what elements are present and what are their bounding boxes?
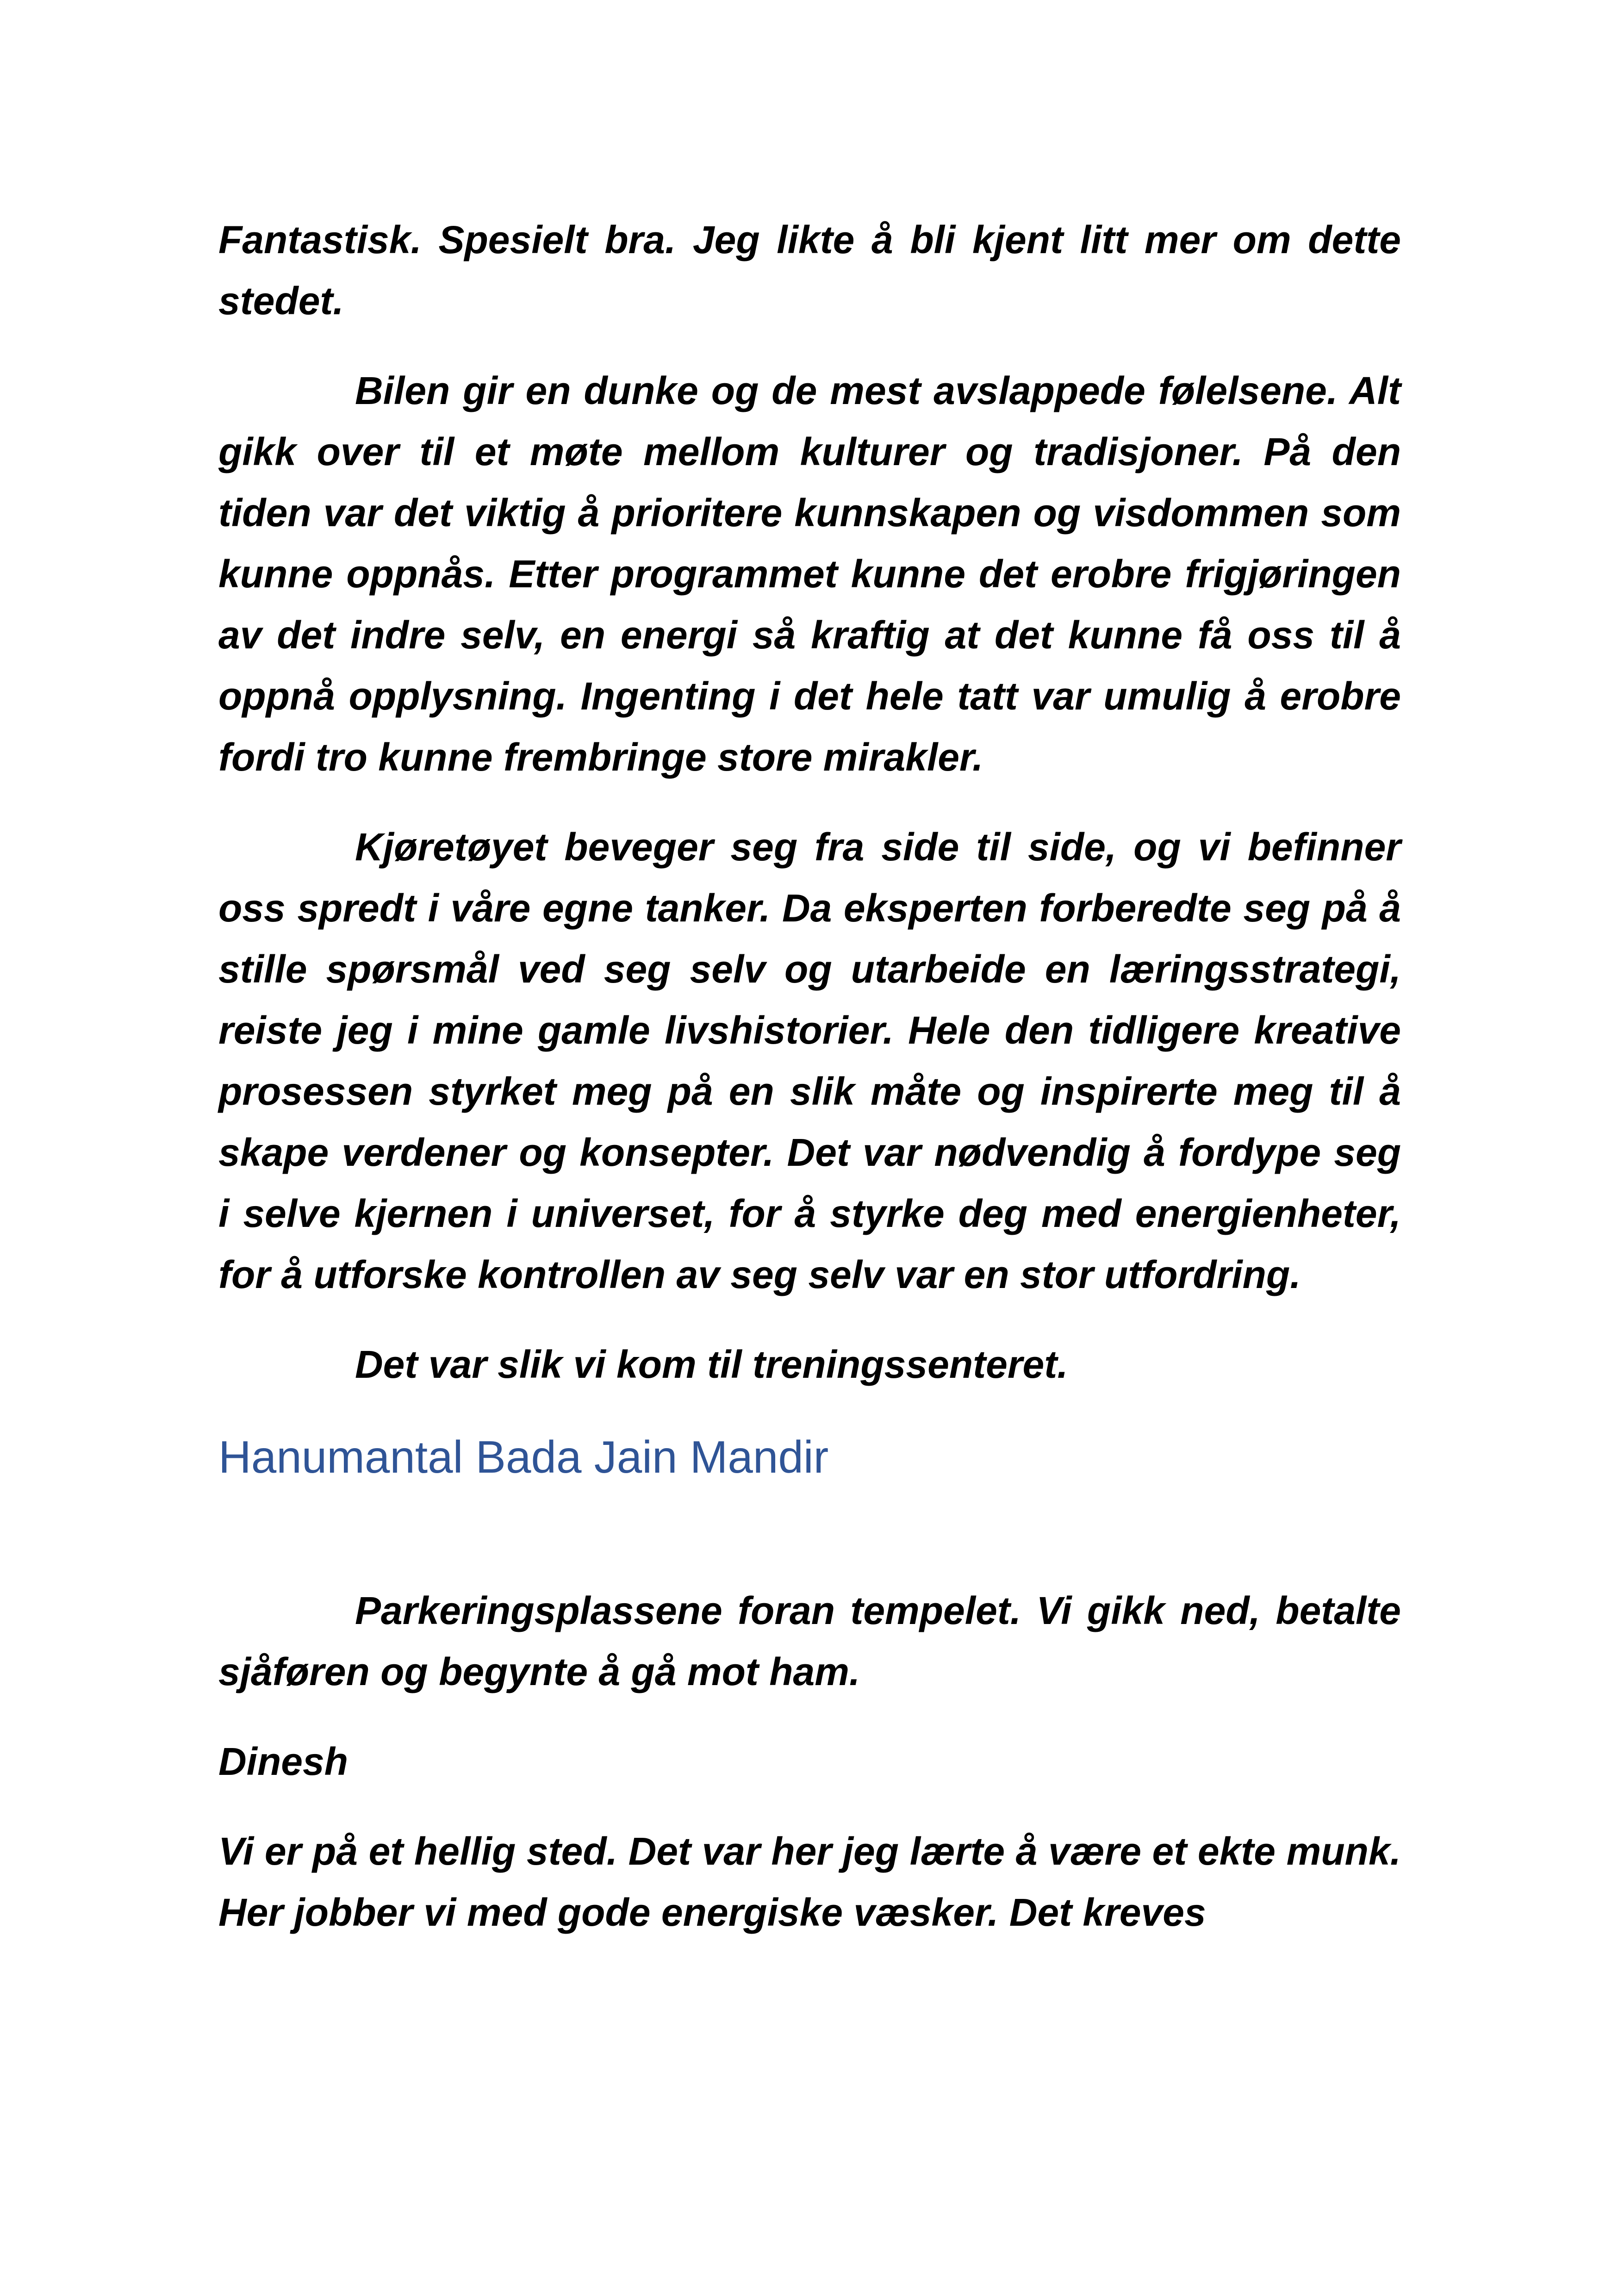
- paragraph-intro: Fantastisk. Spesielt bra. Jeg likte å bli kjent litt mer om dette stedet.: [218, 218, 1401, 323]
- section-heading: Hanumantal Bada Jain Mandir: [218, 1431, 829, 1482]
- paragraph-parking: Parkeringsplassene foran tempelet. Vi gikk ned, betalte sjåføren og begynte å gå mot ham.: [218, 1589, 1401, 1693]
- document-body: [218, 209, 1401, 1943]
- paragraph-car-ride: Bilen gir en dunke og de mest avslappede følelsene. Alt gikk over til et møte mellom kulturer og tradisjoner. På den tiden var det viktig å prioritere kunnskapen og visdommen som kunne oppnås. Etter programmet kunne det erobre frigjøringen av det indre selv, en energi så kraftig at det kunne få oss til å oppnå opplysning. Ingenting i det hele tatt var umulig å erobre fordi tro kunne frembringe store mirakler.: [218, 369, 1401, 779]
- speaker-name: Dinesh: [218, 1740, 348, 1783]
- paragraph-vehicle-thoughts: Kjøretøyet beveger seg fra side til side, og vi befinner oss spredt i våre egne tanker. Da eksperten forberedte seg på å stille spørsmål ved seg selv og utarbeide en læringsstrategi, reiste jeg i mine gamle livshistorier. Hele den tidligere kreative prosessen styrket meg på en slik måte og inspirerte meg til å skape verdener og konsepter. Det var nødvendig å fordype seg i selve kjernen i universet, for å styrke deg med energienheter, for å utforske kontrollen av seg selv var en stor utfordring.: [218, 825, 1401, 1296]
- paragraph-arrival: Det var slik vi kom til treningssenteret.: [355, 1343, 1068, 1386]
- paragraph-holy-place: Vi er på et hellig sted. Det var her jeg lærte å være et ekte munk. Her jobber vi med gode energiske væsker. Det kreves: [218, 1829, 1401, 1934]
